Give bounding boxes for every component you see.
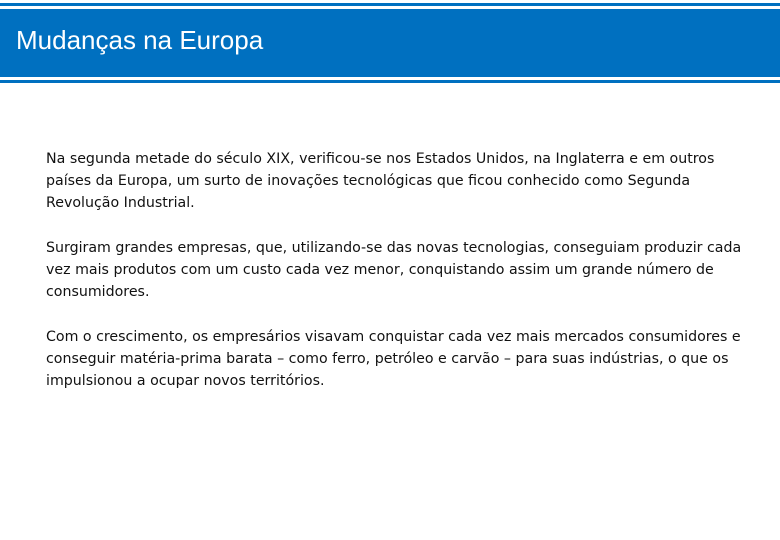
slide-body [46, 148, 746, 415]
slide-title: Mudanças na Europa [16, 25, 264, 55]
body-paragraph: Surgiram grandes empresas, que, utilizando-se das novas tecnologias, conseguiam produzir cada vez mais produtos com um custo cada vez menor, conquistando assim um grande número de consumidores. [46, 240, 742, 300]
title-bar [0, 9, 780, 77]
title-bottom-rule [0, 80, 780, 83]
body-paragraph: Com o crescimento, os empresários visavam conquistar cada vez mais mercados consumidores e conseguir matéria-prima barata – como ferro, petróleo e carvão – para suas indústrias, o que os impulsionou a ocupar novos territórios. [46, 329, 741, 389]
body-paragraph: Na segunda metade do século XIX, verificou-se nos Estados Unidos, na Inglaterra e em outros países da Europa, um surto de inovações tecnológicas que ficou conhecido como Segunda Revolução Industrial. [46, 151, 715, 211]
title-top-rule [0, 3, 780, 6]
